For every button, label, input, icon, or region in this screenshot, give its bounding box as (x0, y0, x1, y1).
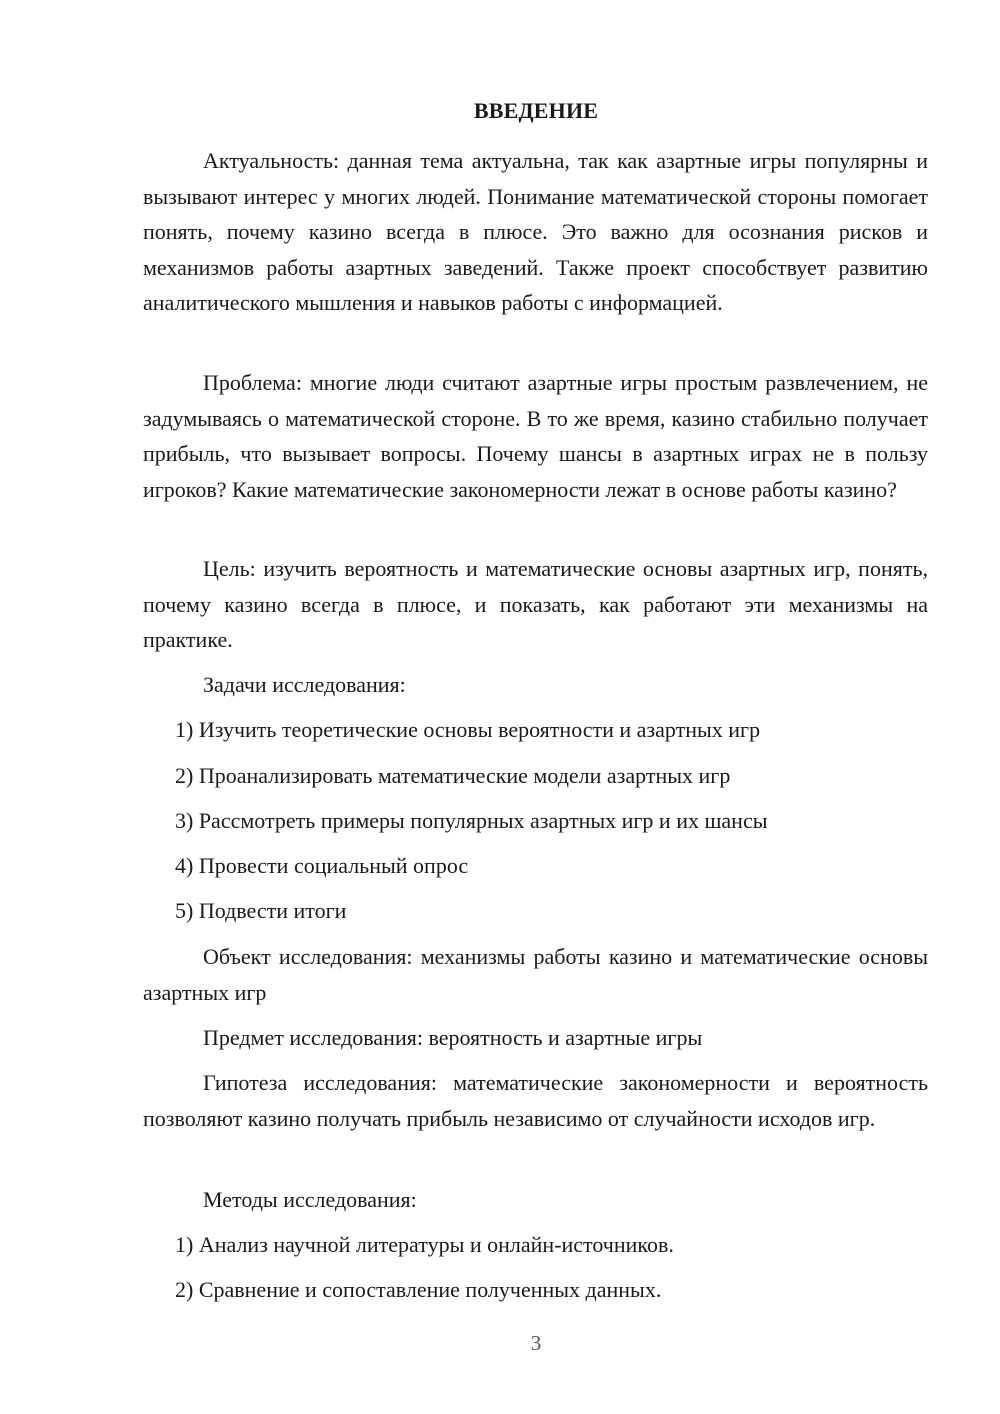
paragraph-object: Объект исследования: механизмы работы казино и математические основы азартных игр (143, 944, 928, 1005)
task-item: 4) Провести социальный опрос (175, 853, 469, 878)
paragraph-problem: Проблема: многие люди считают азартные игры простым развлечением, не задумываясь о математической стороне. В то же время, казино стабильно получает прибыль, что вызывает вопросы. Почему шансы в азартных играх не в пользу игроков? Какие математические закономерности лежат в основе работы казино? (143, 370, 928, 502)
page-number: 3 (530, 1331, 542, 1355)
methods-heading: Методы исследования: (203, 1187, 417, 1212)
method-item: 1) Анализ научной литературы и онлайн-источников. (175, 1232, 674, 1257)
paragraph-goal: Цель: изучить вероятность и математические основы азартных игр, понять, почему казино всегда в плюсе, и показать, как работают эти механизмы на практике. (143, 556, 928, 652)
section-heading: ВВЕДЕНИЕ (473, 98, 599, 123)
tasks-heading: Задачи исследования: (203, 672, 406, 697)
paragraph-hypothesis: Гипотеза исследования: математические закономерности и вероятность позволяют казино получать прибыль независимо от случайности исходов игр. (143, 1070, 928, 1131)
task-item: 1) Изучить теоретические основы вероятности и азартных игр (175, 717, 761, 742)
task-item: 3) Рассмотреть примеры популярных азартных игр и их шансы (175, 808, 768, 833)
method-item: 2) Сравнение и сопоставление полученных данных. (175, 1277, 662, 1302)
task-item: 2) Проанализировать математические модели азартных игр (175, 763, 731, 788)
task-item: 5) Подвести итоги (175, 898, 347, 923)
paragraph-subject: Предмет исследования: вероятность и азартные игры (203, 1025, 703, 1050)
paragraph-relevance: Актуальность: данная тема актуальна, так как азартные игры популярны и вызывают интерес у многих людей. Понимание математической стороны помогает понять, почему казино всегда в плюсе. Это важно для осознания рисков и механизмов работы азартных заведений. Также проект способствует развитию аналитического мышления и навыков работы с информацией. (143, 148, 928, 315)
